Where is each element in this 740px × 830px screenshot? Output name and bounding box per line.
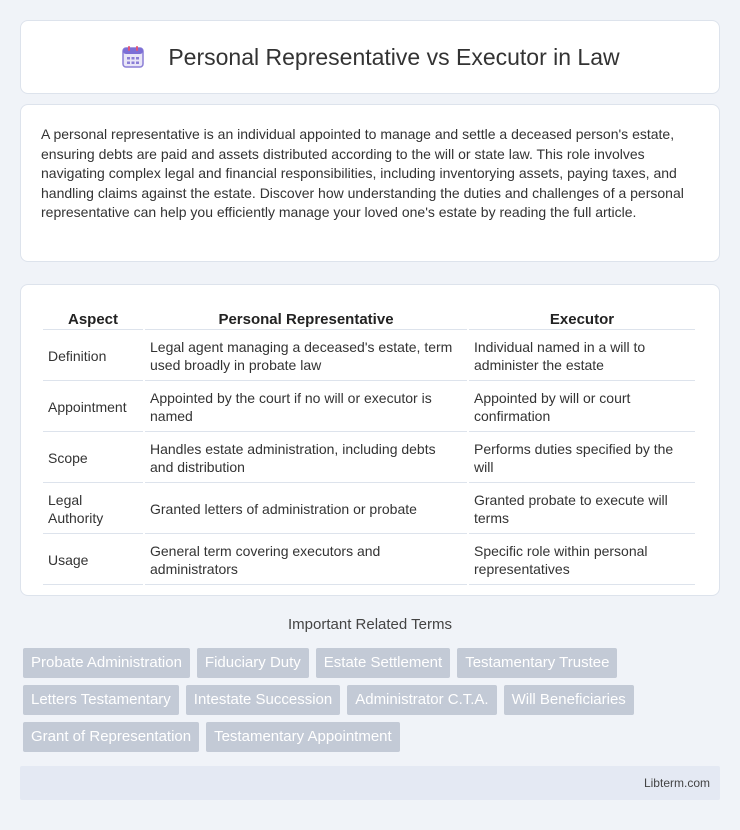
page-title: Personal Representative vs Executor in Law [168, 43, 620, 70]
intro-card [20, 104, 720, 262]
table-row [43, 332, 695, 381]
related-term-tag[interactable]: Grant of Representation [23, 722, 199, 752]
cell-executor: Specific role within personal representatives [469, 536, 695, 585]
intro-text: A personal representative is an individual appointed to manage and settle a deceased person's estate, ensuring debts are paid and assets distributed according to the will or state law. This role involves navigating complex legal and financial responsibilities, including inventorying assets, paying taxes, and handling claims against the estate. Discover how understanding the duties and challenges of a personal representative can help you efficiently manage your loved one's estate by reading the full article. [41, 126, 684, 220]
cell-aspect: Usage [43, 536, 143, 585]
cell-executor: Individual named in a will to administer the estate [469, 332, 695, 381]
related-terms-list [23, 648, 723, 752]
cell-aspect: Definition [43, 332, 143, 381]
calendar-icon [120, 44, 146, 70]
cell-personal-representative: Handles estate administration, including debts and distribution [145, 434, 467, 483]
table-row [43, 434, 695, 483]
footer [20, 766, 720, 800]
cell-aspect: Scope [43, 434, 143, 483]
cell-executor: Granted probate to execute will terms [469, 485, 695, 534]
related-terms-heading: Important Related Terms [288, 616, 452, 633]
comparison-table-card [20, 284, 720, 596]
related-term-tag[interactable]: Probate Administration [23, 648, 190, 678]
comparison-table [41, 305, 697, 587]
table-row [43, 383, 695, 432]
header-personal-representative: Personal Representative [145, 307, 467, 330]
cell-aspect: Legal Authority [43, 485, 143, 534]
cell-aspect: Appointment [43, 383, 143, 432]
cell-personal-representative: Appointed by the court if no will or executor is named [145, 383, 467, 432]
related-term-tag[interactable]: Letters Testamentary [23, 685, 179, 715]
related-term-tag[interactable]: Testamentary Appointment [206, 722, 400, 752]
footer-site-link[interactable]: Libterm.com [643, 776, 710, 790]
cell-executor: Performs duties specified by the will [469, 434, 695, 483]
cell-executor: Appointed by will or court confirmation [469, 383, 695, 432]
related-term-tag[interactable]: Estate Settlement [316, 648, 450, 678]
cell-personal-representative: Legal agent managing a deceased's estate, term used broadly in probate law [145, 332, 467, 381]
related-term-tag[interactable]: Will Beneficiaries [504, 685, 634, 715]
header-executor: Executor [469, 307, 695, 330]
table-row [43, 485, 695, 534]
table-row [43, 536, 695, 585]
table-header-row [43, 307, 695, 330]
header-aspect: Aspect [43, 307, 143, 330]
cell-personal-representative: Granted letters of administration or probate [145, 485, 467, 534]
related-term-tag[interactable]: Administrator C.T.A. [347, 685, 496, 715]
title-card [20, 20, 720, 94]
cell-personal-representative: General term covering executors and administrators [145, 536, 467, 585]
related-term-tag[interactable]: Fiduciary Duty [197, 648, 309, 678]
related-term-tag[interactable]: Testamentary Trustee [457, 648, 617, 678]
related-term-tag[interactable]: Intestate Succession [186, 685, 340, 715]
